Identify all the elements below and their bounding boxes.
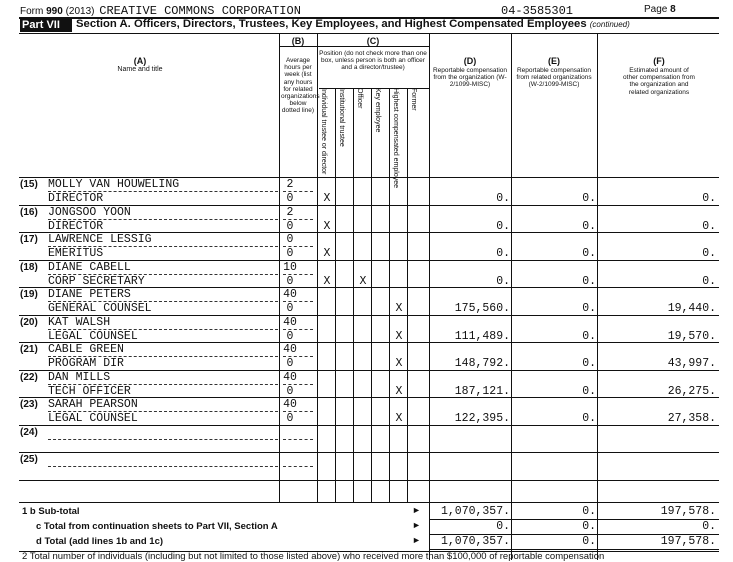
hours-related: 0 [286, 384, 294, 398]
col-a-header [20, 56, 260, 73]
position-checkbox: X [359, 274, 367, 288]
comp-other: 19,570. [667, 329, 716, 343]
comp-related: 0. [582, 302, 596, 315]
comp-other: 0. [702, 192, 716, 205]
page-number: 8 [670, 4, 676, 15]
form-number: 990 [46, 6, 63, 17]
hours-per-week: 40 [283, 370, 297, 384]
total-comp-org: 1,070,357. [440, 535, 510, 548]
person-title: GENERAL COUNSEL [48, 302, 152, 315]
page-label: Page [644, 4, 668, 15]
total-comp-other: 197,578. [660, 505, 716, 518]
row-number: (19) [20, 289, 38, 300]
col-f-letter: (F) [653, 56, 665, 66]
person-name: DAN MILLS [48, 370, 111, 384]
comp-org: 0. [496, 247, 510, 260]
ein: 04-3585301 [501, 4, 574, 18]
total-comp-related: 0. [582, 520, 596, 533]
col-c-letter: (C) [366, 36, 380, 46]
comp-other: 0. [702, 219, 716, 233]
part-title [76, 18, 630, 30]
row-number: (25) [20, 454, 38, 465]
hours-per-week: 0 [286, 233, 294, 246]
comp-org: 0. [496, 274, 510, 288]
person-name: MOLLY VAN HOUWELING [48, 178, 180, 191]
person-title: DIRECTOR [48, 219, 104, 233]
arrow-icon: ► [412, 505, 421, 515]
col-e-letter: (E) [548, 56, 560, 66]
row-number: (24) [20, 426, 38, 438]
comp-org: 187,121. [454, 384, 510, 398]
total-label: 1 b Sub-total [22, 506, 80, 517]
person-name: LAWRENCE LESSIG [48, 233, 152, 246]
person-name: CABLE GREEN [48, 343, 124, 356]
form-header [20, 4, 720, 18]
comp-other: 26,275. [667, 384, 716, 398]
hours-related: 0 [286, 302, 294, 315]
comp-other: 19,440. [667, 302, 716, 315]
row-number: (17) [20, 234, 38, 245]
person-title: DIRECTOR [48, 192, 104, 205]
comp-org: 122,395. [454, 412, 510, 425]
hours-per-week: 40 [283, 343, 297, 356]
comp-related: 0. [582, 412, 596, 425]
position-checkbox: X [395, 302, 403, 315]
col-a-label: Name and title [117, 66, 163, 73]
comp-related: 0. [582, 329, 596, 343]
page-indicator [644, 4, 676, 15]
total-label: d Total (add lines 1b and 1c) [36, 536, 164, 547]
comp-related: 0. [582, 384, 596, 398]
col-e-desc: Reportable compensation from related organizations (W-2/1099-MISC) [516, 67, 592, 89]
hours-related: 0 [286, 219, 294, 233]
hours-per-week: 2 [286, 178, 294, 191]
c-box-label-4: Key employee [374, 88, 381, 133]
c-box-label-2: Institutional trustee [338, 88, 345, 147]
hours-related: 0 [286, 247, 294, 260]
position-checkbox: X [323, 192, 331, 205]
row-number: (18) [20, 261, 38, 273]
total-comp-other: 197,578. [660, 535, 716, 548]
comp-related: 0. [582, 247, 596, 260]
comp-related: 0. [582, 274, 596, 288]
comp-other: 43,997. [667, 357, 716, 370]
arrow-icon: ► [412, 520, 421, 530]
total-comp-org: 1,070,357. [440, 505, 510, 518]
comp-related: 0. [582, 192, 596, 205]
hours-related: 0 [286, 412, 294, 425]
section-title: Section A. Officers, Directors, Trustees, Key Employees, and Highest Compensated Employees [76, 18, 587, 30]
comp-org: 0. [496, 219, 510, 233]
position-checkbox: X [323, 274, 331, 288]
comp-org: 111,489. [454, 329, 510, 343]
row-number: (20) [20, 316, 38, 328]
hours-related: 0 [286, 329, 294, 343]
position-checkbox: X [323, 219, 331, 233]
person-title: LEGAL COUNSEL [48, 329, 138, 343]
hours-per-week: 40 [283, 398, 297, 411]
hours-related: 0 [286, 192, 294, 205]
position-checkbox: X [323, 247, 331, 260]
total-comp-org: 0. [496, 520, 510, 533]
col-d-letter: (D) [463, 56, 477, 66]
comp-other: 27,358. [667, 412, 716, 425]
col-d-header [430, 56, 510, 89]
comp-org: 175,560. [454, 302, 510, 315]
comp-org: 148,792. [454, 357, 510, 370]
row-number: (15) [20, 179, 38, 190]
person-name: JONGSOO YOON [48, 205, 131, 219]
hours-per-week: 10 [283, 260, 297, 274]
position-checkbox: X [395, 384, 403, 398]
hours-per-week: 40 [283, 315, 297, 329]
c-box-label-3: Officer [356, 88, 363, 109]
row-number: (16) [20, 206, 38, 218]
comp-other: 0. [702, 247, 716, 260]
org-name: CREATIVE COMMONS CORPORATION [99, 4, 301, 18]
person-name: DIANE PETERS [48, 288, 131, 301]
comp-related: 0. [582, 219, 596, 233]
row-number: (22) [20, 371, 38, 383]
person-name: DIANE CABELL [48, 260, 131, 274]
col-a-letter: (A) [133, 56, 147, 66]
hours-per-week: 2 [286, 205, 294, 219]
person-name: SARAH PEARSON [48, 398, 138, 411]
c-box-label-6: Former [410, 88, 417, 111]
hours-related: 0 [286, 357, 294, 370]
col-e-header [512, 56, 596, 89]
person-title: TECH OFFICER [48, 384, 131, 398]
col-f-header [600, 56, 718, 96]
position-checkbox: X [395, 329, 403, 343]
comp-other: 0. [702, 274, 716, 288]
col-b-desc: Average hours per week (list any hours for related organizations below dotted line) [281, 57, 320, 115]
part-label: Part VII [20, 19, 72, 32]
col-f-desc: Estimated amount of other compensation from the organization and related organizations [623, 67, 695, 96]
form-year: (2013) [65, 6, 95, 17]
row-number: (21) [20, 344, 38, 355]
person-name: KAT WALSH [48, 315, 111, 329]
form-label: Form [20, 6, 44, 17]
total-comp-related: 0. [582, 505, 596, 518]
hours-per-week: 40 [283, 288, 297, 301]
hours-related: 0 [286, 274, 294, 288]
c-box-label-1: Individual trustee or director [320, 88, 327, 175]
position-checkbox: X [395, 412, 403, 425]
total-comp-related: 0. [582, 535, 596, 548]
col-d-desc: Reportable compensation from the organization (W-2/1099-MISC) [432, 67, 508, 89]
col-c-desc: Position (do not check more than one box, unless person is both an officer and a director/trustee) [319, 50, 427, 72]
comp-related: 0. [582, 357, 596, 370]
comp-org: 0. [496, 192, 510, 205]
c-box-label-5: Highest compensated employee [392, 88, 399, 189]
position-checkbox: X [395, 357, 403, 370]
col-b-letter: (B) [291, 36, 305, 46]
person-title: LEGAL COUNSEL [48, 412, 138, 425]
arrow-icon: ► [412, 535, 421, 545]
total-comp-other: 0. [702, 520, 716, 533]
row-number: (23) [20, 399, 38, 410]
total-label: c Total from continuation sheets to Part VII, Section A [36, 521, 278, 532]
continued-note: (continued) [589, 20, 630, 29]
line-2-text: 2 Total number of individuals (including but not limited to those listed above) who received more than $100,000 of reportable compensation [22, 551, 605, 562]
person-title: PROGRAM DIR [48, 357, 124, 370]
person-title: CORP SECRETARY [48, 274, 145, 288]
person-title: EMERITUS [48, 247, 104, 260]
